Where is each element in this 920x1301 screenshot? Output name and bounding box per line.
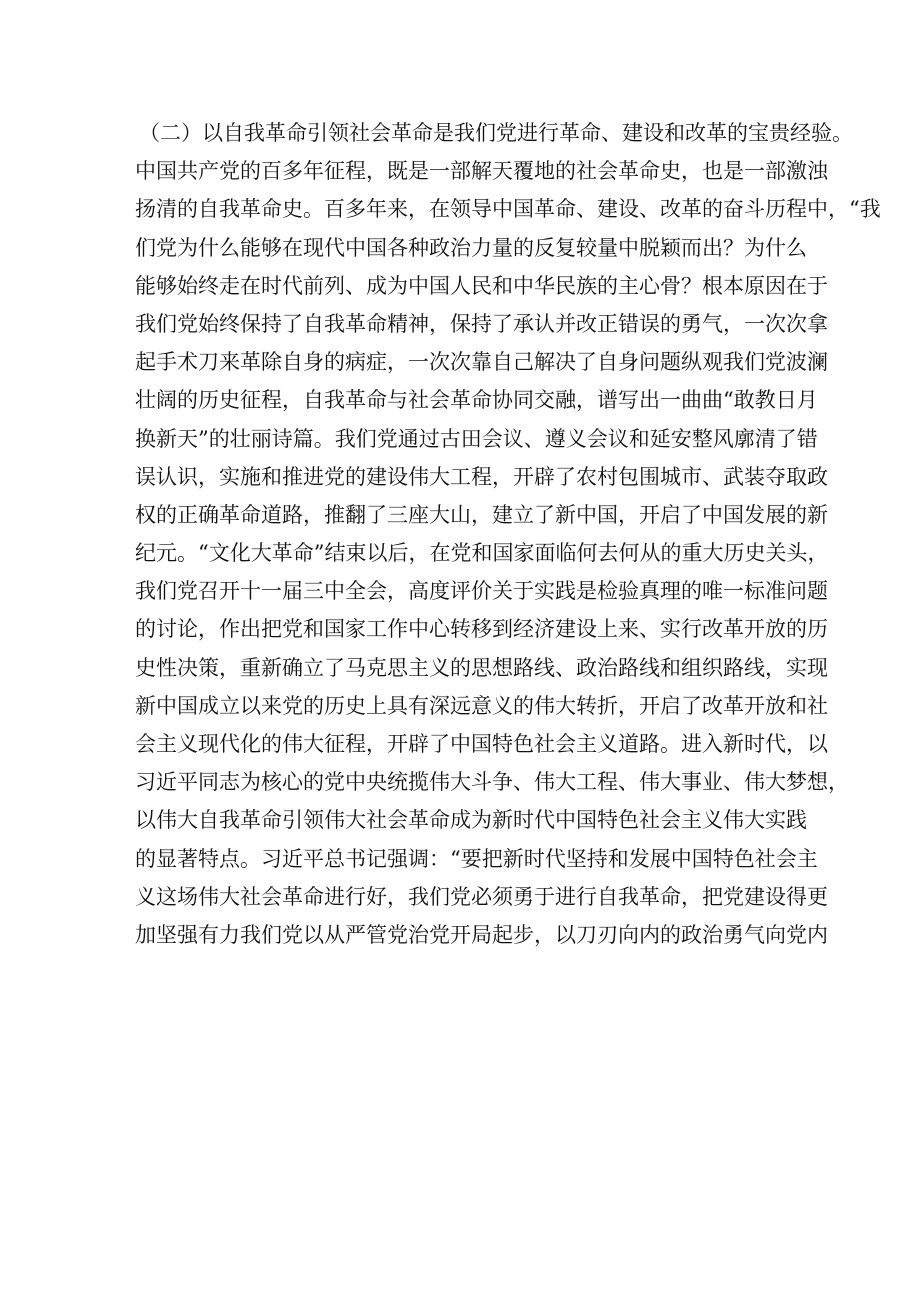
text-line: 会主义现代化的伟大征程，开辟了中国特色社会主义道路。进入新时代，以 — [135, 732, 828, 756]
text-line: 的讨论，作出把党和国家工作中心转移到经济建设上来、实行改革开放的历 — [135, 617, 828, 642]
text-line: 加坚强有力我们党以从严管党治党开局起步，以刀刃向内的政治勇气向党内 — [135, 922, 828, 947]
text-line: 纪元。“文化大革命”结束以后，在党和国家面临何去何从的重大历史关头， — [135, 541, 829, 566]
text-line: 换新天”的壮丽诗篇。我们党通过古田会议、遵义会议和延安整风廓清了错 — [135, 426, 818, 451]
text-line: 权的正确革命道路，推翻了三座大山，建立了新中国，开启了中国发展的新 — [135, 502, 828, 527]
text-line: 习近平同志为核心的党中央统揽伟大斗争、伟大工程、伟大事业、伟大梦想， — [135, 770, 849, 795]
text-line: 们党为什么能够在现代中国各种政治力量的反复较量中脱颖而出？为什么 — [135, 235, 807, 260]
text-line: 能够始终走在时代前列、成为中国人民和中华民族的主心骨？根本原因在于 — [135, 273, 828, 298]
text-line: 壮阔的历史征程，自我革命与社会革命协同交融，谱写出一曲曲“敢教日月 — [135, 388, 818, 413]
text-line: 新中国成立以来党的历史上具有深远意义的伟大转折，开启了改革开放和社 — [135, 693, 828, 718]
body-paragraph — [135, 114, 881, 954]
text-line: 我们党召开十一届三中全会，高度评价关于实践是检验真理的唯一标准问题 — [135, 579, 828, 604]
text-line: 中国共产党的百多年征程，既是一部解天覆地的社会革命史，也是一部激浊 — [135, 159, 828, 184]
text-line: 史性决策，重新确立了马克思主义的思想路线、政治路线和组织路线，实现 — [135, 655, 828, 680]
text-line: 以伟大自我革命引领伟大社会革命成为新时代中国特色社会主义伟大实践 — [135, 808, 807, 833]
text-line: 义这场伟大社会革命进行好，我们党必须勇于进行自我革命，把党建设得更 — [135, 884, 828, 909]
text-line: 起手术刀来革除自身的病症，一次次靠自己解决了自身问题纵观我们党波澜 — [135, 350, 828, 375]
text-line: 误认识，实施和推进党的建设伟大工程，开辟了农村包围城市、武装夺取政 — [135, 464, 828, 489]
text-line: 我们党始终保持了自我革命精神，保持了承认并改正错误的勇气，一次次拿 — [135, 311, 828, 336]
text-line: 扬清的自我革命史。百多年来，在领导中国革命、建设、改革的奋斗历程中，“我 — [135, 197, 881, 222]
text-line: （二）以自我革命引领社会革命是我们党进行革命、建设和改革的宝贵经验。 — [139, 121, 853, 145]
text-line: 的显著特点。习近平总书记强调：“要把新时代坚持和发展中国特色社会主 — [135, 846, 818, 871]
